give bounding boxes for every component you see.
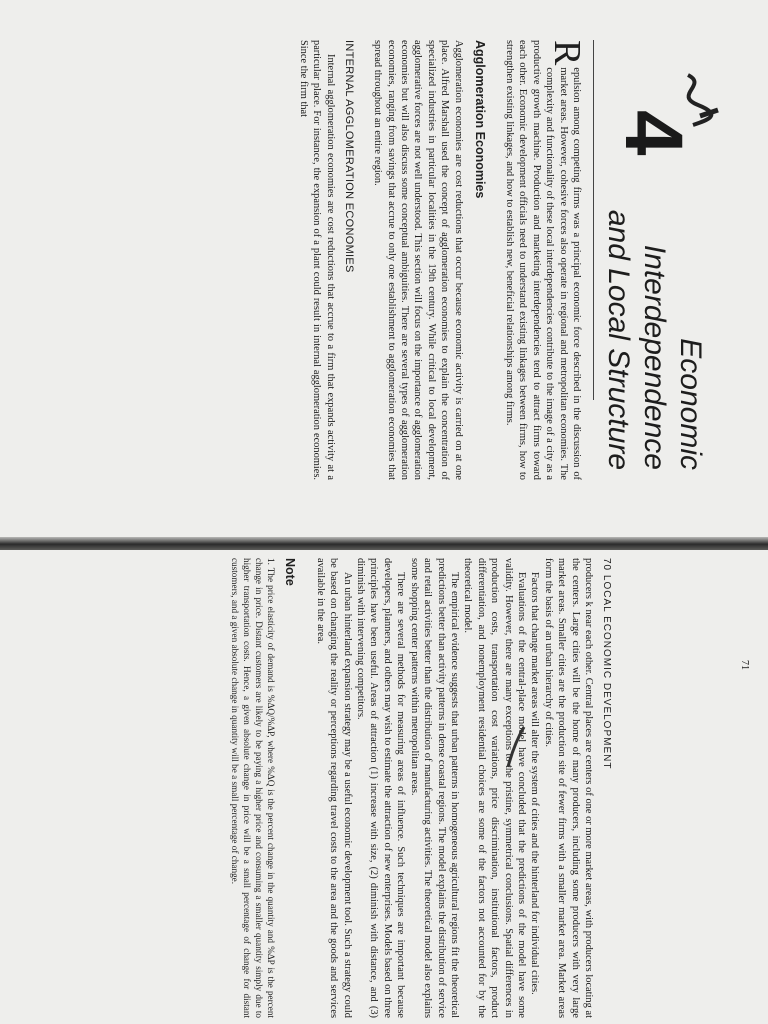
book-spine-gutter bbox=[0, 537, 768, 550]
paragraph-4: The empirical evidence suggests that urban patterns in homogeneous agricultural regions fit the theoretical predictions better than activity patterns in dense coastal regions. The model explains the distribution of service and retail activities better than the distribution of manufacturing activities. The theoretical model also explains some shopping center patterns within metropolitan areas. bbox=[408, 558, 460, 1018]
left-page-rotated-content bbox=[22, 558, 612, 1018]
paragraph-1: producers k near each other. Central places are centers of one or more market areas, with producers locating at the centers. Large cities will be the home of many producers, including some producers with very large market areas. Smaller cities are the production site of fewer firms with a smaller market area. Market areas form the basis of an urban hierarchy of cities. bbox=[542, 558, 594, 1018]
title-rule bbox=[593, 40, 594, 400]
chapter-title bbox=[600, 160, 708, 470]
chapter-title-line2: and Local Structure bbox=[602, 209, 635, 470]
chapter-title-line1: Economic Interdependence bbox=[638, 244, 707, 470]
page-number: 71 bbox=[739, 660, 750, 670]
paragraph-3: Evaluations of the central-place model have concluded that the predictions of the model have some validity. However, there are many exceptions to the pristine, symmetrical conclusions. Spatial differences in production costs, transportation cost variations, price discrimination, institutional factors, product differentiation, and nonemployment residential choices are some of the factors not accounted for by the theoretical model. bbox=[462, 558, 527, 1018]
drop-cap: R bbox=[546, 40, 588, 66]
pen-mark-icon bbox=[500, 722, 530, 772]
section-paragraph: Agglomeration economies are cost reductions that occur because economic activity is carried on at one place. Alfred Marshall used the concept of agglomeration economies to explain the concentration of specialized industries in particular localities in the 19th century. While critical to local development, agglomerative forces are not well understood. This section will focus on the importance of agglomeration economies but will also discuss some conceptual ambiguities. There are several types of agglomeration economies, ranging from savings that accrue to only one establishment to agglomeration economies that spread throughout an entire region. bbox=[372, 40, 464, 480]
paragraph-5: There are several methods for measuring areas of influence. Such techniques are important because developers, planners, and others may wish to estimate the attraction of new enterprises. Models based on three principles have been useful. Areas of attraction (1) increase with size, (2) diminish with distance, and (3) diminish with intervening competitors. bbox=[355, 558, 407, 1018]
note-text: 1. The price elasticity of demand is %ΔQ/%ΔP, where %ΔQ is the percent change in the quantity and %ΔP is the percent change in price. Distant customers are likely to be paying a higher price and consuming a smaller quantity simply due to higher transportation costs. Hence, a given absolute change in price will be a small percentage of change for distant customers, and a given absolute change in quantity will be a small percentage of change. bbox=[230, 558, 277, 1018]
paragraph-6: An urban hinterland expansion strategy may be a useful economic development tool. Such a strategy could be based on changing the reality or perceptions regarding travel costs to the area and the goods and services available in the area. bbox=[314, 558, 353, 1018]
paragraph-2: Factors that change market areas will alter the system of cities and the hinterland for individual cities. bbox=[529, 572, 541, 995]
subsection-paragraph: Internal agglomeration economies are cost reductions that accrue to a firm that expands activity at a particular place. For instance, the expansion of a plant could result in internal agglomeration economies. Since the firm that bbox=[297, 40, 336, 480]
section-heading: Agglomeration Economies bbox=[472, 40, 487, 199]
running-head: 70 LOCAL ECONOMIC DEVELOPMENT bbox=[601, 558, 612, 770]
chapter-number: 4 bbox=[608, 110, 699, 156]
intro-paragraph bbox=[503, 40, 588, 480]
subsection-heading: INTERNAL AGGLOMERATION ECONOMIES bbox=[342, 40, 355, 273]
intro-text: epulsion among competing firms was a principal economic force described in the discussion of market areas. However, cohesive forces also operate in regional and metropolitan economies. The complexity and functionality of these local interdependencies contribute to the image of a city as a productive growth machine. Production and marketing interdependencies tend to attract firms toward each other. Economic development officials need to understand existing linkages between firms, how to strengthen existing linkages, and how to establish new, beneficial relationships among firms. bbox=[503, 40, 582, 480]
note-heading: Note bbox=[283, 558, 298, 586]
